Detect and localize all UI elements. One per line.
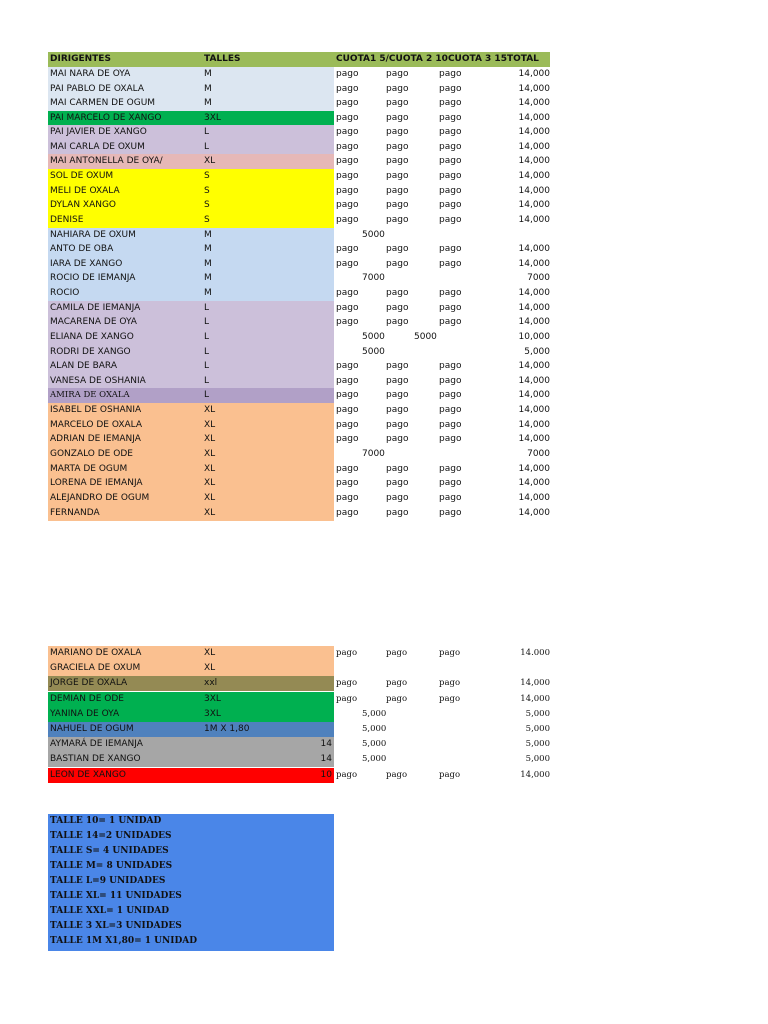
cell-cuota2[interactable]: pago xyxy=(386,376,409,386)
cell-cuota2[interactable]: pago xyxy=(386,678,408,689)
cell-cuota1[interactable]: pago xyxy=(336,127,359,137)
cell-talle[interactable]: M xyxy=(202,228,334,243)
cell-total[interactable]: 5,000 xyxy=(525,708,550,719)
cell-total[interactable]: 14,000 xyxy=(518,376,550,386)
cell-total[interactable]: 5,000 xyxy=(525,754,550,765)
table-row xyxy=(48,692,550,707)
table-row xyxy=(48,646,550,661)
cell-cuota1[interactable]: 5,000 xyxy=(362,724,387,734)
cell-total[interactable]: 14,000 xyxy=(518,464,550,474)
cell-name[interactable]: ELIANA DE XANGO xyxy=(48,330,202,345)
cell-cuota3[interactable]: pago xyxy=(439,464,462,474)
cell-cuota1[interactable]: pago xyxy=(336,420,359,430)
cell-cuota1[interactable]: pago xyxy=(336,361,359,371)
cell-cuota1[interactable]: pago xyxy=(336,434,359,444)
cell-cuota2[interactable]: pago xyxy=(386,156,409,166)
cell-cuota3[interactable]: pago xyxy=(439,113,462,123)
cell-cuota2[interactable] xyxy=(386,228,431,243)
cell-cuota3[interactable]: pago xyxy=(439,69,462,79)
header-cuotas[interactable]: CUOTA1 5/CUOTA 2 10CUOTA 3 15TOTAL xyxy=(336,54,539,64)
table-row xyxy=(48,661,550,676)
cell-total[interactable]: 14,000 xyxy=(518,127,550,137)
cell-cuota3[interactable]: pago xyxy=(439,390,462,400)
cell-cuota3[interactable]: pago xyxy=(439,405,462,415)
cell-cuota1[interactable]: pago xyxy=(336,303,359,313)
table-row xyxy=(48,96,550,111)
cell-total[interactable]: 14,000 xyxy=(518,69,550,79)
cell-cuota2[interactable]: pago xyxy=(386,420,409,430)
cell-cuota1[interactable]: 5000 xyxy=(362,347,385,357)
cell-cuota3[interactable]: pago xyxy=(439,142,462,152)
cell-name[interactable]: MACARENA DE OYA xyxy=(48,315,202,330)
cell-name[interactable]: VANESA DE OSHANIA xyxy=(48,374,202,389)
cell-name[interactable]: YANINA DE OYA xyxy=(48,707,202,722)
table-row xyxy=(48,301,550,316)
table-row xyxy=(48,374,550,389)
cell-cuota1[interactable]: pago xyxy=(336,113,359,123)
cell-cuota3[interactable]: pago xyxy=(439,215,462,225)
header-dirigentes[interactable]: DIRIGENTES xyxy=(50,54,111,64)
cell-name[interactable]: PAI PABLO DE OXALA xyxy=(48,82,202,97)
cell-talle[interactable]: M xyxy=(202,286,334,301)
cell-name[interactable]: DENISE xyxy=(48,213,202,228)
cell-total[interactable]: 14,000 xyxy=(518,244,550,254)
cell-talle[interactable]: 3XL xyxy=(202,707,334,722)
cell-cuota2[interactable]: pago xyxy=(386,769,408,780)
cell-total[interactable]: 14,000 xyxy=(518,84,550,94)
summary-line[interactable]: TALLE S= 4 UNIDADES xyxy=(50,846,169,856)
cell-total[interactable]: 14,000 xyxy=(520,678,550,689)
table-row xyxy=(48,432,550,447)
cell-talle[interactable]: L xyxy=(202,125,334,140)
table-row xyxy=(48,491,550,506)
cell-cuota3[interactable]: pago xyxy=(439,98,462,108)
cell-cuota2[interactable]: pago xyxy=(386,186,409,196)
cell-cuota2[interactable]: pago xyxy=(386,259,409,269)
summary-line[interactable]: TALLE 1M X1,80= 1 UNIDAD xyxy=(50,936,198,946)
table-row xyxy=(48,768,550,783)
cell-talle[interactable]: L xyxy=(202,388,334,403)
cell-talle[interactable]: S xyxy=(202,184,334,199)
cell-cuota3[interactable] xyxy=(439,661,484,676)
cell-cuota1[interactable]: pago xyxy=(336,693,358,704)
cell-total[interactable]: 14,000 xyxy=(518,361,550,371)
cell-name[interactable]: MAI NARA DE OYA xyxy=(48,67,202,82)
cell-cuota2[interactable]: pago xyxy=(386,69,409,79)
cell-name[interactable]: PAI MARCELO DE XANGO xyxy=(48,111,202,126)
cell-cuota3[interactable]: pago xyxy=(439,769,461,780)
table-row xyxy=(48,737,550,752)
cell-cuota2[interactable]: pago xyxy=(386,390,409,400)
cell-cuota3[interactable]: pago xyxy=(439,493,462,503)
cell-talle[interactable]: L xyxy=(202,330,334,345)
cell-talle[interactable]: 3XL xyxy=(202,692,334,707)
cell-total[interactable]: 14,000 xyxy=(518,142,550,152)
cell-talle[interactable]: XL xyxy=(202,476,334,491)
cell-cuota1[interactable]: 7000 xyxy=(362,273,385,283)
cell-talle[interactable]: XL xyxy=(202,154,334,169)
table-row xyxy=(48,676,550,691)
cell-cuota3[interactable]: pago xyxy=(439,288,462,298)
cell-name[interactable]: MELI DE OXALA xyxy=(48,184,202,199)
cell-total[interactable]: 5,000 xyxy=(525,724,550,734)
cell-cuota2[interactable]: pago xyxy=(386,361,409,371)
cell-cuota2[interactable] xyxy=(386,752,431,767)
cell-cuota3[interactable]: pago xyxy=(439,648,461,658)
cell-cuota1[interactable]: 5000 xyxy=(362,332,385,342)
table-row xyxy=(48,707,550,722)
cell-cuota3[interactable] xyxy=(439,345,484,360)
cell-cuota2[interactable]: pago xyxy=(386,317,409,327)
table-row xyxy=(48,257,550,272)
cell-talle[interactable]: XL xyxy=(202,491,334,506)
cell-cuota2[interactable]: pago xyxy=(386,113,409,123)
cell-cuota1[interactable]: pago xyxy=(336,171,359,181)
table-row xyxy=(48,140,550,155)
cell-cuota3[interactable] xyxy=(439,722,484,737)
table-row xyxy=(48,125,550,140)
cell-size-number[interactable]: 14 xyxy=(320,754,332,765)
cell-name[interactable]: DYLAN XANGO xyxy=(48,198,202,213)
cell-total[interactable] xyxy=(488,661,550,676)
cell-cuota1[interactable]: pago xyxy=(336,769,358,780)
cell-talle[interactable]: XL xyxy=(202,506,334,521)
cell-name[interactable]: CAMILA DE IEMANJA xyxy=(48,301,202,316)
cell-name[interactable]: LORENA DE IEMANJA xyxy=(48,476,202,491)
cell-cuota3[interactable]: pago xyxy=(439,171,462,181)
table-row xyxy=(48,506,550,521)
cell-name[interactable]: ROCIO xyxy=(48,286,202,301)
cell-name[interactable]: ROCIO DE IEMANJA xyxy=(48,271,202,286)
cell-cuota3[interactable]: pago xyxy=(439,361,462,371)
cell-cuota1[interactable]: pago xyxy=(336,405,359,415)
cell-cuota1[interactable]: pago xyxy=(336,464,359,474)
cell-total[interactable]: 14.000 xyxy=(520,648,550,658)
cell-size-number[interactable]: 14 xyxy=(320,739,332,750)
cell-cuota1[interactable]: pago xyxy=(336,259,359,269)
cell-cuota1[interactable]: pago xyxy=(336,317,359,327)
cell-total[interactable]: 14,000 xyxy=(520,769,550,780)
cell-cuota2[interactable] xyxy=(386,271,431,286)
cell-talle[interactable]: xxl xyxy=(202,676,334,691)
table-row xyxy=(48,184,550,199)
cell-cuota3[interactable]: pago xyxy=(439,127,462,137)
cell-talle[interactable]: L xyxy=(202,374,334,389)
cell-cuota2[interactable] xyxy=(386,722,431,737)
header-talles[interactable]: TALLES xyxy=(204,54,241,64)
cell-total[interactable]: 10,000 xyxy=(518,332,550,342)
summary-line[interactable]: TALLE 14=2 UNIDADES xyxy=(50,831,172,841)
cell-cuota1[interactable]: pago xyxy=(336,493,359,503)
cell-cuota1[interactable]: pago xyxy=(336,186,359,196)
cell-cuota1[interactable]: pago xyxy=(336,678,358,689)
cell-cuota2[interactable] xyxy=(386,447,431,462)
cell-total[interactable]: 14,000 xyxy=(518,113,550,123)
cell-cuota3[interactable]: pago xyxy=(439,376,462,386)
cell-total[interactable]: 14,000 xyxy=(518,478,550,488)
cell-talle[interactable]: L xyxy=(202,140,334,155)
cell-cuota1[interactable]: pago xyxy=(336,478,359,488)
table-row xyxy=(48,418,550,433)
cell-cuota1[interactable]: pago xyxy=(336,215,359,225)
cell-cuota3[interactable]: pago xyxy=(439,259,462,269)
cell-total[interactable]: 14,000 xyxy=(518,508,550,518)
cell-total[interactable]: 7000 xyxy=(527,273,550,283)
cell-cuota1[interactable]: 5000 xyxy=(362,230,385,240)
cell-talle[interactable]: L xyxy=(202,345,334,360)
summary-line[interactable]: TALLE L=9 UNIDADES xyxy=(50,876,166,886)
cell-cuota3[interactable]: pago xyxy=(439,303,462,313)
cell-talle[interactable]: M xyxy=(202,257,334,272)
cell-cuota3[interactable]: pago xyxy=(439,156,462,166)
cell-cuota2[interactable]: pago xyxy=(386,244,409,254)
cell-talle[interactable]: M xyxy=(202,82,334,97)
cell-name[interactable]: MARIANO DE OXALA xyxy=(48,646,202,661)
cell-name[interactable]: ADRIAN DE IEMANJA xyxy=(48,432,202,447)
cell-name[interactable]: GRACIELA DE OXUM xyxy=(48,661,202,676)
cell-total[interactable]: 5,000 xyxy=(524,347,550,357)
cell-total[interactable]: 14,000 xyxy=(518,434,550,444)
table-row xyxy=(48,213,550,228)
cell-name[interactable]: LEON DE XANGO xyxy=(48,768,202,783)
cell-name[interactable]: MARTA DE OGUM xyxy=(48,462,202,477)
summary-line[interactable]: TALLE XL= 11 UNIDADES xyxy=(50,891,182,901)
cell-cuota2[interactable]: pago xyxy=(386,508,409,518)
cell-name[interactable]: JORGE DE OXALA xyxy=(48,676,202,691)
cell-cuota3[interactable] xyxy=(439,737,484,752)
cell-cuota3[interactable]: pago xyxy=(439,434,462,444)
cell-cuota3[interactable]: pago xyxy=(439,420,462,430)
cell-talle[interactable]: XL xyxy=(202,403,334,418)
cell-cuota3[interactable] xyxy=(439,228,484,243)
cell-cuota2[interactable] xyxy=(386,345,431,360)
cell-talle[interactable]: 1M X 1,80 xyxy=(202,722,334,737)
cell-talle[interactable]: XL xyxy=(202,646,334,661)
cell-cuota2[interactable]: pago xyxy=(386,288,409,298)
cell-name[interactable]: DEMIAN DE ODE xyxy=(48,692,202,707)
cell-cuota3[interactable]: pago xyxy=(439,678,461,689)
cell-talle[interactable]: 3XL xyxy=(202,111,334,126)
cell-cuota1[interactable]: pago xyxy=(336,508,359,518)
table-row xyxy=(48,271,550,286)
cell-talle[interactable]: XL xyxy=(202,418,334,433)
cell-cuota1[interactable]: pago xyxy=(336,200,359,210)
cell-cuota1[interactable]: pago xyxy=(336,156,359,166)
cell-cuota2[interactable]: pago xyxy=(386,84,409,94)
cell-name[interactable]: AYMARÁ DE IEMANJA xyxy=(48,737,202,752)
cell-total[interactable]: 14,000 xyxy=(518,98,550,108)
table-row xyxy=(48,752,550,767)
cell-name[interactable]: MARCELO DE OXALA xyxy=(48,418,202,433)
table-row xyxy=(48,242,550,257)
cell-talle[interactable]: XL xyxy=(202,661,334,676)
table-row xyxy=(48,198,550,213)
cell-talle[interactable]: S xyxy=(202,169,334,184)
cell-cuota3[interactable] xyxy=(439,707,484,722)
cell-cuota3[interactable]: pago xyxy=(439,84,462,94)
cell-total[interactable]: 14,000 xyxy=(518,303,550,313)
cell-cuota2[interactable]: pago xyxy=(386,171,409,181)
cell-cuota1[interactable]: pago xyxy=(336,69,359,79)
table-row xyxy=(48,315,550,330)
cell-talle[interactable]: S xyxy=(202,198,334,213)
cell-cuota2[interactable]: pago xyxy=(386,142,409,152)
cell-cuota3[interactable]: pago xyxy=(439,186,462,196)
cell-cuota2[interactable]: pago xyxy=(386,200,409,210)
cell-cuota2[interactable]: pago xyxy=(386,693,408,704)
cell-cuota3[interactable] xyxy=(439,447,484,462)
cell-total[interactable]: 14,000 xyxy=(518,390,550,400)
cell-total[interactable] xyxy=(488,228,550,243)
cell-cuota2[interactable] xyxy=(386,707,431,722)
cell-cuota2[interactable]: pago xyxy=(386,215,409,225)
cell-name[interactable]: NAHUEL DE OGUM xyxy=(48,722,202,737)
cell-cuota3[interactable] xyxy=(439,271,484,286)
cell-talle[interactable]: XL xyxy=(202,447,334,462)
cell-cuota3[interactable]: pago xyxy=(439,508,462,518)
header-row xyxy=(48,52,550,67)
table-row xyxy=(48,403,550,418)
cell-name[interactable]: BASTIAN DE XANGO xyxy=(48,752,202,767)
cell-cuota2[interactable]: pago xyxy=(386,648,408,658)
cell-cuota3[interactable]: pago xyxy=(439,693,461,704)
cell-name[interactable]: ANTO DE OBA xyxy=(48,242,202,257)
cell-cuota1[interactable]: 5,000 xyxy=(362,739,387,750)
cell-cuota1[interactable]: pago xyxy=(336,376,359,386)
cell-total[interactable]: 14,000 xyxy=(518,420,550,430)
cell-name[interactable]: AMIRA DE OXALA xyxy=(48,388,202,403)
cell-cuota2[interactable]: pago xyxy=(386,434,409,444)
cell-total[interactable]: 14,000 xyxy=(518,186,550,196)
cell-cuota3[interactable]: pago xyxy=(439,244,462,254)
cell-name[interactable]: ISABEL DE OSHANIA xyxy=(48,403,202,418)
cell-total[interactable]: 14,000 xyxy=(518,156,550,166)
cell-cuota3[interactable]: pago xyxy=(439,317,462,327)
table-row xyxy=(48,722,550,737)
cell-cuota2[interactable] xyxy=(386,737,431,752)
cell-total[interactable]: 14,000 xyxy=(520,693,550,704)
table-row xyxy=(48,169,550,184)
cell-talle[interactable]: L xyxy=(202,315,334,330)
cell-cuota1[interactable]: pago xyxy=(336,390,359,400)
table-row xyxy=(48,82,550,97)
cell-cuota3[interactable] xyxy=(439,752,484,767)
cell-talle[interactable]: M xyxy=(202,271,334,286)
cell-total[interactable]: 14,000 xyxy=(518,215,550,225)
cell-cuota2[interactable]: pago xyxy=(386,478,409,488)
cell-name[interactable]: ALEJANDRO DE OGUM xyxy=(48,491,202,506)
summary-line[interactable]: TALLE XXL= 1 UNIDAD xyxy=(50,906,170,916)
cell-total[interactable]: 14,000 xyxy=(518,405,550,415)
cell-talle[interactable]: S xyxy=(202,213,334,228)
cell-name[interactable]: MAI CARMEN DE OGUM xyxy=(48,96,202,111)
cell-total[interactable]: 7000 xyxy=(527,449,550,459)
table-row xyxy=(48,476,550,491)
cell-total[interactable]: 5,000 xyxy=(525,739,550,750)
cell-cuota1[interactable]: 5,000 xyxy=(362,708,387,719)
cell-name[interactable]: RODRI DE XANGO xyxy=(48,345,202,360)
cell-total[interactable]: 14,000 xyxy=(518,171,550,181)
cell-cuota3[interactable]: pago xyxy=(439,200,462,210)
cell-name[interactable]: NAHIARA DE OXUM xyxy=(48,228,202,243)
cell-cuota2[interactable] xyxy=(386,661,431,676)
cell-cuota2[interactable]: pago xyxy=(386,98,409,108)
table-row xyxy=(48,388,550,403)
cell-cuota1[interactable]: pago xyxy=(336,84,359,94)
cell-cuota2[interactable]: 5000 xyxy=(414,332,437,342)
cell-cuota1[interactable]: pago xyxy=(336,142,359,152)
cell-talle[interactable]: XL xyxy=(202,462,334,477)
cell-name[interactable]: MAI CARLA DE OXUM xyxy=(48,140,202,155)
table-row xyxy=(48,359,550,374)
table-row xyxy=(48,345,550,360)
table-row xyxy=(48,286,550,301)
table-row xyxy=(48,330,550,345)
summary-line[interactable]: TALLE 10= 1 UNIDAD xyxy=(50,816,162,826)
table-row xyxy=(48,228,550,243)
table-row xyxy=(48,67,550,82)
cell-name[interactable]: GONZALO DE ODE xyxy=(48,447,202,462)
cell-cuota3[interactable] xyxy=(439,330,484,345)
cell-cuota1[interactable]: 7000 xyxy=(362,449,385,459)
table-row xyxy=(48,462,550,477)
cell-cuota2[interactable]: pago xyxy=(386,127,409,137)
cell-talle[interactable]: M xyxy=(202,67,334,82)
cell-cuota2[interactable]: pago xyxy=(386,303,409,313)
cell-talle[interactable]: L xyxy=(202,359,334,374)
cell-cuota1[interactable] xyxy=(334,661,379,676)
cell-name[interactable]: IARA DE XANGO xyxy=(48,257,202,272)
table-row xyxy=(48,154,550,169)
summary-line[interactable]: TALLE M= 8 UNIDADES xyxy=(50,861,173,871)
cell-cuota1[interactable]: pago xyxy=(336,288,359,298)
cell-cuota1[interactable]: pago xyxy=(336,244,359,254)
cell-total[interactable]: 14,000 xyxy=(518,493,550,503)
cell-name[interactable]: ALAN DE BARA xyxy=(48,359,202,374)
cell-total[interactable]: 14,000 xyxy=(518,288,550,298)
cell-name[interactable]: MAI ANTONELLA DE OYA/ xyxy=(48,154,202,169)
cell-cuota2[interactable]: pago xyxy=(386,464,409,474)
cell-total[interactable]: 14,000 xyxy=(518,200,550,210)
summary-box xyxy=(48,814,334,951)
cell-size-number[interactable]: 10 xyxy=(320,769,332,780)
cell-total[interactable]: 14,000 xyxy=(518,317,550,327)
cell-name[interactable]: FERNANDA xyxy=(48,506,202,521)
cell-name[interactable]: SOL DE OXUM xyxy=(48,169,202,184)
table-row xyxy=(48,111,550,126)
cell-talle[interactable]: XL xyxy=(202,432,334,447)
table-row xyxy=(48,447,550,462)
cell-total[interactable]: 14,000 xyxy=(518,259,550,269)
cell-cuota1[interactable]: pago xyxy=(336,98,359,108)
cell-cuota2[interactable]: pago xyxy=(386,405,409,415)
cell-cuota3[interactable]: pago xyxy=(439,478,462,488)
cell-talle[interactable]: L xyxy=(202,301,334,316)
cell-talle[interactable]: M xyxy=(202,242,334,257)
cell-cuota1[interactable]: 5,000 xyxy=(362,754,387,765)
cell-talle[interactable]: M xyxy=(202,96,334,111)
cell-name[interactable]: PAI JAVIER DE XANGO xyxy=(48,125,202,140)
cell-cuota1[interactable]: pago xyxy=(336,648,358,658)
cell-cuota2[interactable]: pago xyxy=(386,493,409,503)
summary-line[interactable]: TALLE 3 XL=3 UNIDADES xyxy=(50,921,182,931)
